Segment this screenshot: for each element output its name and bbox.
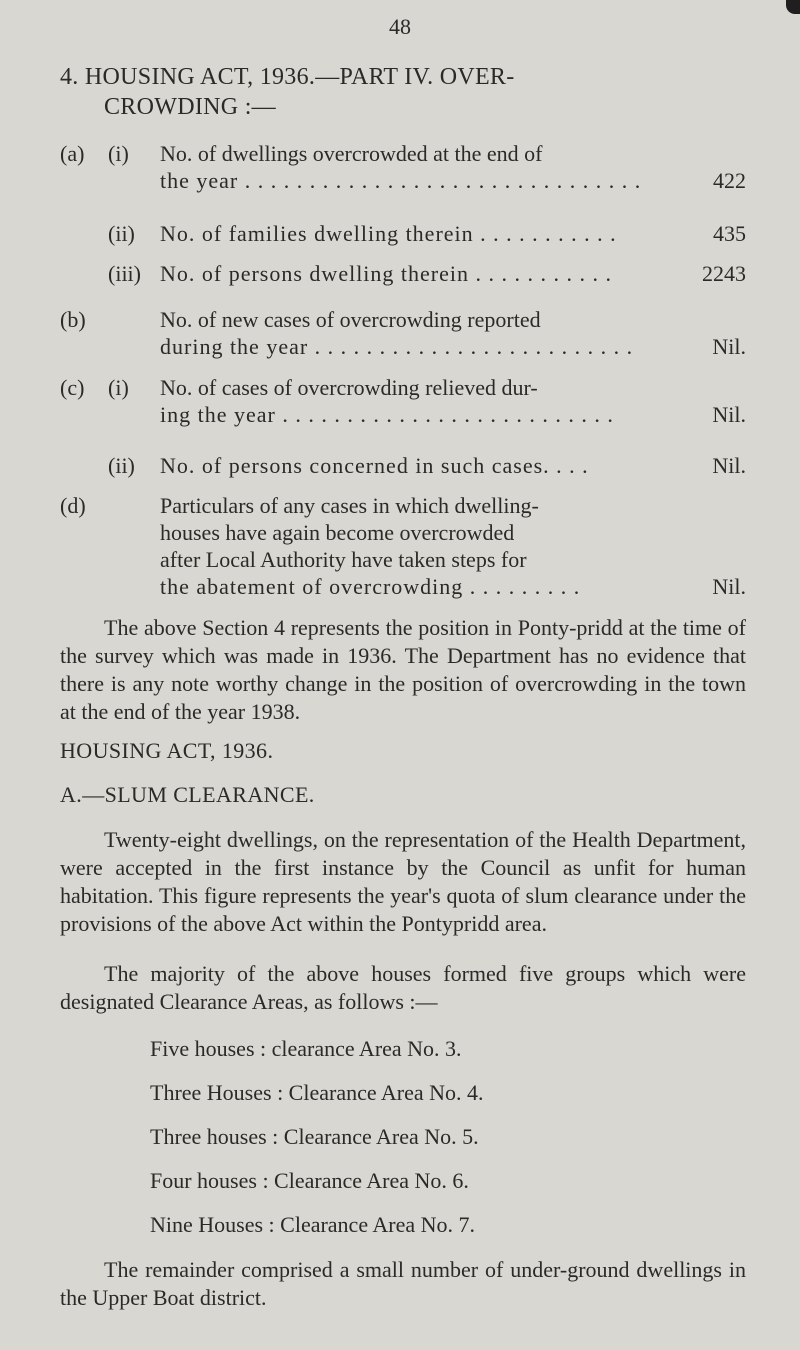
- clearance-area-item: Five houses : clearance Area No. 3.: [150, 1036, 462, 1061]
- item-text-line: No. of persons concerned in such cases. . . .: [160, 453, 589, 478]
- item-sublabel: (iii): [108, 261, 141, 286]
- item-a-ii: [60, 220, 746, 248]
- item-a-iii: [60, 260, 746, 288]
- page-number: 48: [389, 14, 411, 39]
- item-c-ii: [60, 452, 746, 480]
- item-text-line: Particulars of any cases in which dwelling-: [160, 493, 539, 518]
- item-b: [60, 306, 746, 362]
- item-value: Nil.: [712, 574, 746, 599]
- item-value: Nil.: [712, 334, 746, 359]
- item-text-line: after Local Authority have taken steps for: [160, 547, 527, 572]
- item-sublabel: (i): [108, 375, 129, 400]
- item-value: 2243: [702, 261, 746, 286]
- item-label: (a): [60, 141, 85, 166]
- section-4-heading-line2: CROWDING :—: [104, 94, 276, 120]
- slum-clearance-paragraph-3: The remainder comprised a small number of under-ground dwellings in the Upper Boat district.: [60, 1257, 746, 1310]
- slum-clearance-heading: A.—SLUM CLEARANCE.: [60, 782, 315, 807]
- clearance-area-item: Nine Houses : Clearance Area No. 7.: [150, 1212, 476, 1237]
- item-text-line: the year . . . . . . . . . . . . . . . . . . . . . . . . . . . . . . .: [160, 168, 642, 193]
- item-text-line: the abatement of overcrowding . . . . . . . . .: [160, 574, 581, 599]
- item-d: [60, 492, 746, 604]
- item-text-line: No. of cases of overcrowding relieved dur-: [160, 375, 538, 400]
- housing-act-heading: HOUSING ACT, 1936.: [60, 738, 274, 763]
- item-text-line: houses have again become overcrowded: [160, 520, 515, 545]
- section-4-heading: [60, 62, 515, 122]
- page-corner-mark: [786, 0, 800, 14]
- item-text-line: No. of persons dwelling therein . . . . . . . . . . .: [160, 261, 612, 286]
- item-a-i: [60, 140, 746, 196]
- clearance-area-item: Three Houses : Clearance Area No. 4.: [150, 1080, 484, 1105]
- clearance-area-item: Three houses : Clearance Area No. 5.: [150, 1124, 479, 1149]
- item-text-line: No. of dwellings overcrowded at the end of: [160, 141, 543, 166]
- item-text-line: during the year . . . . . . . . . . . . . . . . . . . . . . . . .: [160, 334, 634, 359]
- item-text-line: No. of families dwelling therein . . . . . . . . . . .: [160, 221, 617, 246]
- item-value: 435: [713, 221, 746, 246]
- item-c-i: [60, 374, 746, 430]
- section-4-heading-line1: 4. HOUSING ACT, 1936.—PART IV. OVER-: [60, 64, 515, 90]
- item-sublabel: (i): [108, 141, 129, 166]
- section-4-paragraph: The above Section 4 represents the position in Ponty-pridd at the time of the survey which was made in 1936. The Department has no evidence that there is any note worthy change in the position of overcrowding in the town at the end of the year 1938.: [60, 615, 746, 724]
- item-sublabel: (ii): [108, 221, 135, 246]
- item-text-line: ing the year . . . . . . . . . . . . . . . . . . . . . . . . . .: [160, 402, 614, 427]
- slum-clearance-paragraph-2: The majority of the above houses formed five groups which were designated Clearance Areas, as follows :—: [60, 961, 746, 1014]
- item-text-line: No. of new cases of overcrowding reported: [160, 307, 541, 332]
- clearance-area-item: Four houses : Clearance Area No. 6.: [150, 1168, 469, 1193]
- item-value: 422: [713, 168, 746, 193]
- item-label: (c): [60, 375, 85, 400]
- item-label: (d): [60, 493, 86, 518]
- item-value: Nil.: [712, 402, 746, 427]
- item-label: (b): [60, 307, 86, 332]
- item-value: Nil.: [712, 453, 746, 478]
- item-sublabel: (ii): [108, 453, 135, 478]
- slum-clearance-paragraph-1: Twenty-eight dwellings, on the representation of the Health Department, were accepted in the first instance by the Council as unfit for human habitation. This figure represents the year's quota of slum clearance under the provisions of the above Act within the Pontypridd area.: [60, 827, 746, 936]
